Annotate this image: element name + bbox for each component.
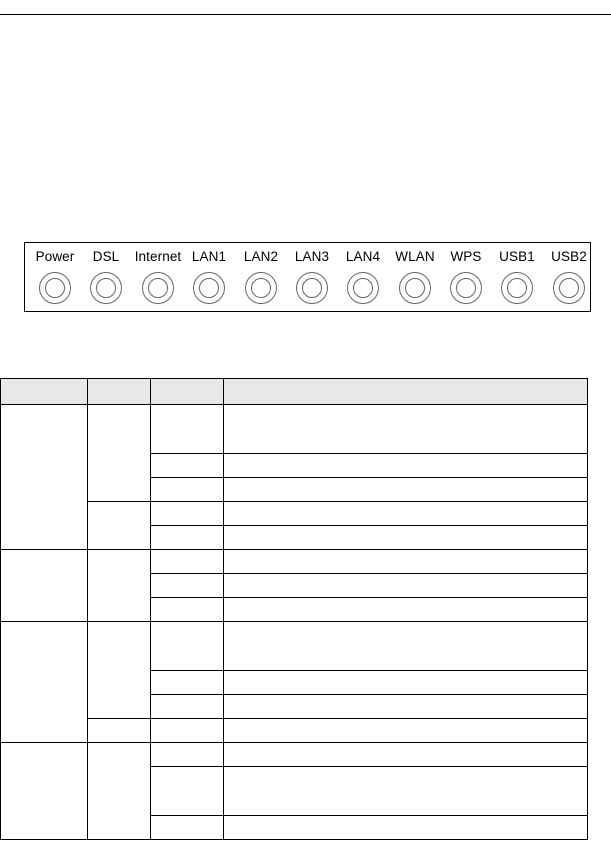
header-cell (224, 379, 588, 405)
led-indicator-icon (501, 272, 533, 304)
table-cell (224, 671, 588, 695)
table-cell (88, 550, 151, 622)
table-row (1, 719, 588, 743)
led-indicator-icon (193, 272, 225, 304)
led-dsl (76, 243, 136, 311)
table-cell (224, 767, 588, 816)
led-label: Power (35, 249, 75, 264)
table-row (1, 743, 588, 767)
table-cell (151, 526, 224, 550)
led-label: LAN4 (345, 249, 381, 264)
header-cell (88, 379, 151, 405)
led-label: LAN2 (243, 249, 279, 264)
table-cell (1, 550, 88, 622)
table-row (1, 502, 588, 526)
table-cell (151, 478, 224, 502)
led-label: DSL (92, 249, 120, 264)
table-cell (224, 502, 588, 526)
table-cell (224, 695, 588, 719)
led-label: Internet (134, 249, 182, 264)
table-cell (151, 622, 224, 671)
led-label: WLAN (395, 249, 435, 264)
header-cell (1, 379, 88, 405)
led-indicator-icon (142, 272, 174, 304)
table-cell (224, 574, 588, 598)
table-cell (151, 767, 224, 816)
table-cell (224, 550, 588, 574)
table-row (1, 622, 588, 671)
led-lan1 (179, 243, 239, 311)
table-cell (88, 502, 151, 550)
led-status-table (0, 378, 588, 840)
table-cell (151, 454, 224, 478)
table-cell (151, 405, 224, 454)
table-cell (151, 743, 224, 767)
table-cell (1, 622, 88, 743)
led-usb2 (539, 243, 599, 311)
table-cell (151, 695, 224, 719)
led-indicator-icon (39, 272, 71, 304)
led-panel (24, 242, 591, 312)
table-cell (1, 405, 88, 550)
led-indicator-icon (399, 272, 431, 304)
table-cell (88, 719, 151, 743)
table-cell (224, 478, 588, 502)
led-label: LAN3 (294, 249, 330, 264)
table-cell (224, 598, 588, 622)
led-indicator-icon (553, 272, 585, 304)
table-cell (224, 816, 588, 840)
led-indicator-icon (245, 272, 277, 304)
table-cell (224, 622, 588, 671)
table-cell (224, 454, 588, 478)
header-cell (151, 379, 224, 405)
table-row (1, 550, 588, 574)
table-cell (151, 502, 224, 526)
table-cell (151, 598, 224, 622)
table-cell (224, 405, 588, 454)
table-cell (224, 526, 588, 550)
led-label: LAN1 (191, 249, 227, 264)
led-lan4 (333, 243, 393, 311)
table-cell (224, 743, 588, 767)
table-row (1, 405, 588, 454)
table-cell (88, 743, 151, 840)
table-cell (151, 574, 224, 598)
led-label: USB1 (499, 249, 535, 264)
table-cell (1, 743, 88, 840)
table-cell (224, 719, 588, 743)
table-cell (151, 550, 224, 574)
led-indicator-icon (347, 272, 379, 304)
table-cell (151, 816, 224, 840)
led-indicator-icon (450, 272, 482, 304)
header-rule (0, 14, 611, 15)
table-cell (88, 405, 151, 502)
led-label: USB2 (551, 249, 587, 264)
led-usb1 (487, 243, 547, 311)
led-indicator-icon (90, 272, 122, 304)
table-header-row (1, 379, 588, 405)
led-label: WPS (450, 249, 482, 264)
table-cell (151, 719, 224, 743)
table-cell (88, 622, 151, 719)
table-cell (151, 671, 224, 695)
led-indicator-icon (296, 272, 328, 304)
